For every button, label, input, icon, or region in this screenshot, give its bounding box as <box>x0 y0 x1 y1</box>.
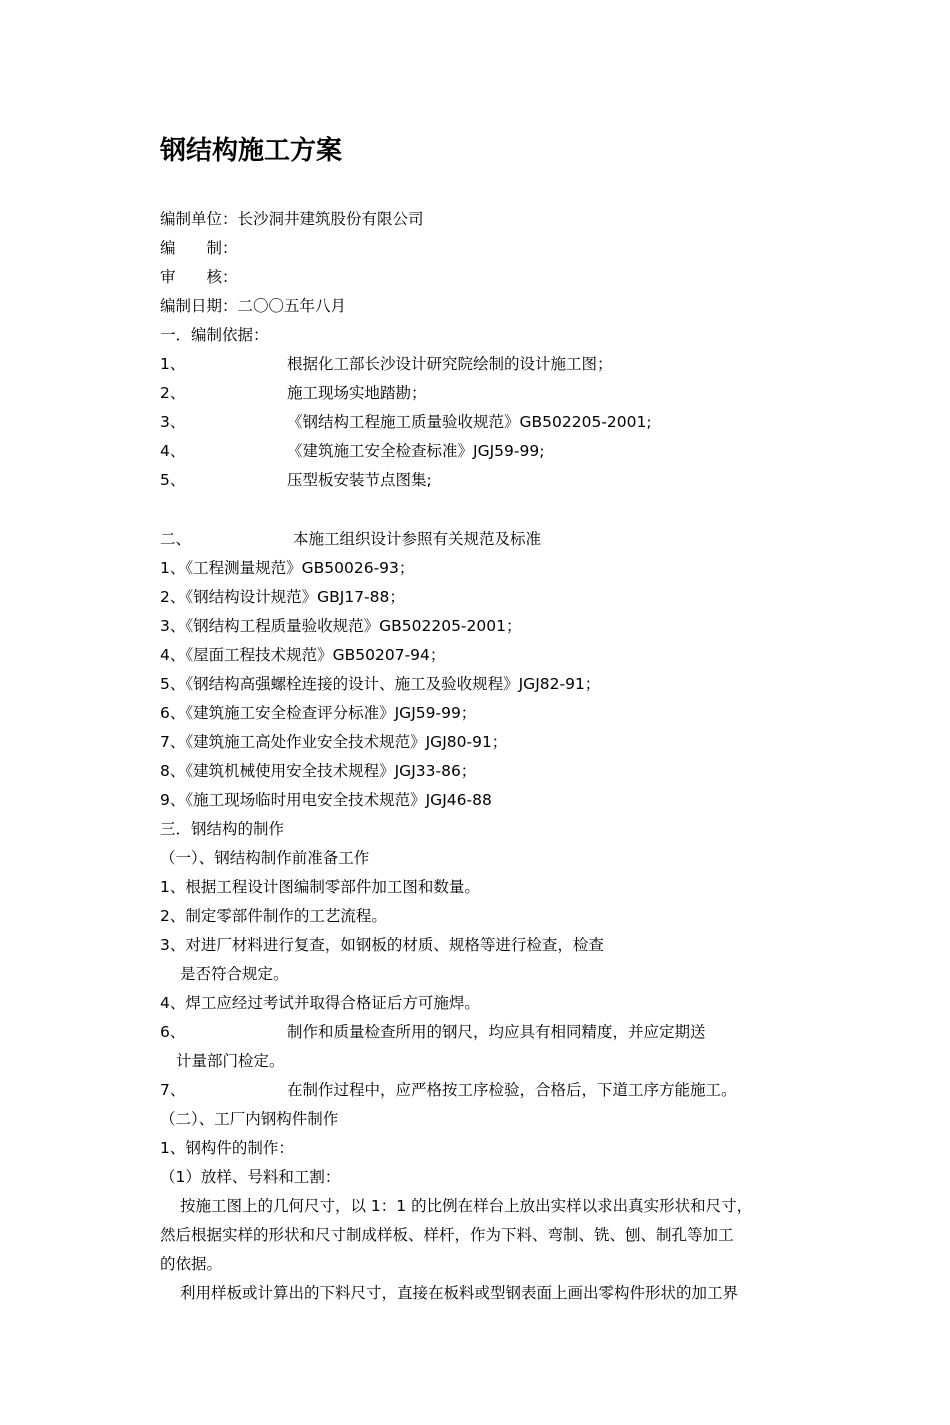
paragraph: 利用样板或计算出的下料尺寸，直接在板料或型钢表面上画出零构件形状的加工界 <box>180 1284 739 1302</box>
compile-date: 编制日期：二〇〇五年八月 <box>160 297 347 315</box>
paragraph: 1、根据工程设计图编制零部件加工图和数量。 <box>160 878 480 896</box>
section-heading-2 <box>160 529 542 549</box>
item-text: 制作和质量检查所用的钢尺，均应具有相同精度，并应定期送 <box>287 1023 706 1041</box>
item-number: 7、 <box>160 1081 186 1099</box>
section-title: 本施工组织设计参照有关规范及标准 <box>293 530 542 548</box>
paragraph <box>160 1022 706 1042</box>
standard-item: 7、《建筑施工高处作业安全技术规范》JGJ80-91； <box>160 733 508 751</box>
basis-item <box>160 412 652 432</box>
paragraph: （1）放样、号料和工割： <box>160 1168 341 1186</box>
paragraph: 按施工图上的几何尺寸，以 1：1 的比例在样台上放出实样以求出真实形状和尺寸， <box>180 1197 753 1215</box>
paragraph: 3、对进厂材料进行复查，如钢板的材质、规格等进行检查，检查 <box>160 936 604 954</box>
paragraph: 2、制定零部件制作的工艺流程。 <box>160 907 387 925</box>
document-title: 钢结构施工方案 <box>160 136 343 166</box>
paragraph: 的依据。 <box>160 1255 223 1273</box>
paragraph-continuation: 计量部门检定。 <box>176 1052 285 1070</box>
item-text: 施工现场实地踏勘； <box>287 384 427 402</box>
paragraph-continuation: 是否符合规定。 <box>180 965 289 983</box>
standard-item: 1、《工程测量规范》GB50026-93； <box>160 559 415 577</box>
paragraph: 1、钢构件的制作： <box>160 1139 294 1157</box>
standard-item: 8、《建筑机械使用安全技术规程》JGJ33-86； <box>160 762 477 780</box>
subsection-heading: （二）、工厂内钢构件制作 <box>160 1110 339 1128</box>
reviewer-field: 审 核： <box>160 268 238 286</box>
item-text: 压型板安装节点图集; <box>287 471 432 489</box>
standard-item: 9、《施工现场临时用电安全技术规范》JGJ46-88 <box>160 791 492 809</box>
basis-item <box>160 354 613 374</box>
paragraph <box>160 1080 737 1100</box>
paragraph: 4、焊工应经过考试并取得合格证后方可施焊。 <box>160 994 480 1012</box>
item-number: 1、 <box>160 355 186 373</box>
item-number: 2、 <box>160 384 186 402</box>
subsection-heading: （一）、钢结构制作前准备工作 <box>160 849 370 867</box>
item-number: 3、 <box>160 413 186 431</box>
section-number: 二、 <box>160 530 192 548</box>
basis-item <box>160 383 427 403</box>
item-text: 《建筑施工安全检查标准》JGJ59-99; <box>287 442 545 460</box>
section-heading-3: 三．钢结构的制作 <box>160 820 285 838</box>
compile-unit: 编制单位：长沙洞井建筑股份有限公司 <box>160 210 424 228</box>
item-text: 《钢结构工程施工质量验收规范》GB502205-2001; <box>287 413 652 431</box>
standard-item: 5、《钢结构高强螺栓连接的设计、施工及验收规程》JGJ82-91； <box>160 675 601 693</box>
standard-item: 3、《钢结构工程质量验收规范》GB502205-2001； <box>160 617 522 635</box>
item-number: 5、 <box>160 471 186 489</box>
paragraph: 然后根据实样的形状和尺寸制成样板、样杆，作为下料、弯制、铣、刨、制孔等加工 <box>160 1226 734 1244</box>
basis-item <box>160 470 432 490</box>
item-text: 在制作过程中，应严格按工序检验，合格后，下道工序方能施工。 <box>287 1081 737 1099</box>
item-number: 6、 <box>160 1023 186 1041</box>
item-text: 根据化工部长沙设计研究院绘制的设计施工图； <box>287 355 613 373</box>
standard-item: 4、《屋面工程技术规范》GB50207-94； <box>160 646 446 664</box>
basis-item <box>160 441 545 461</box>
standard-item: 2、《钢结构设计规范》GBJ17-88； <box>160 588 405 606</box>
item-number: 4、 <box>160 442 186 460</box>
section-heading-1: 一．编制依据： <box>160 326 269 344</box>
standard-item: 6、《建筑施工安全检查评分标准》JGJ59-99； <box>160 704 477 722</box>
editor-field: 编 制： <box>160 239 238 257</box>
